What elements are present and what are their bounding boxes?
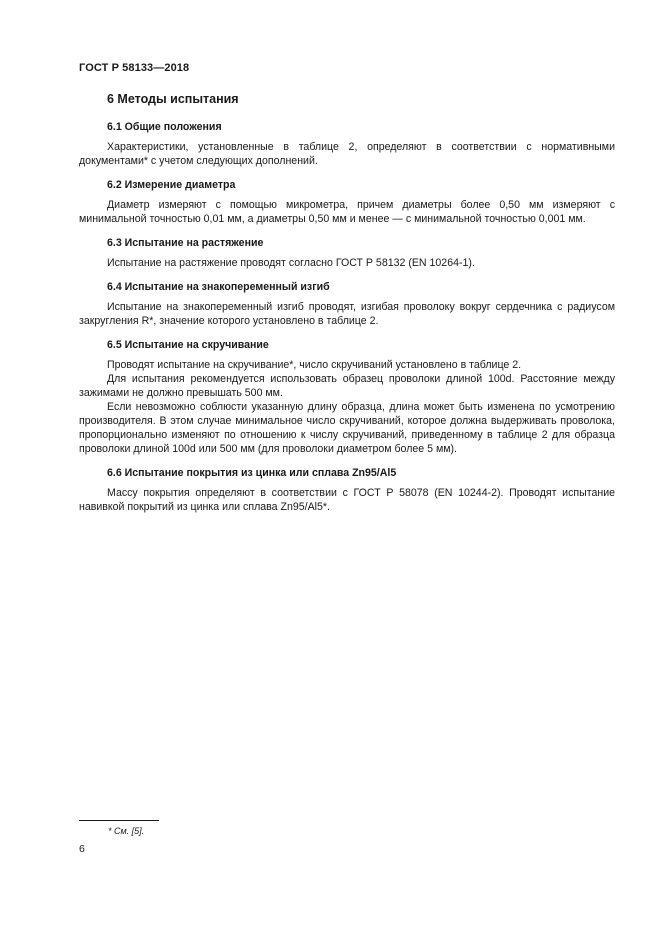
subsection-6-6 xyxy=(79,466,615,514)
subsection-6-2 xyxy=(79,178,615,226)
paragraph: Массу покрытия определяют в соответствии с ГОСТ Р 58078 (EN 10244-2). Проводят испытание навивкой покрытий из цинка или сплава Zn95/Al5*. xyxy=(79,487,615,513)
subsection-6-4 xyxy=(79,280,615,328)
subsection-heading: 6.1 Общие положения xyxy=(107,121,222,133)
footnote: * См. [5]. xyxy=(108,826,145,836)
document-body xyxy=(79,90,615,514)
subsection-heading: 6.4 Испытание на знакопеременный изгиб xyxy=(107,281,330,293)
paragraph: Испытание на знакопеременный изгиб проводят, изгибая проволоку вокруг сердечника с радиусом закругления R*, значение которого установлено в таблице 2. xyxy=(79,301,615,327)
subsection-heading: 6.2 Измерение диаметра xyxy=(107,179,236,191)
subsection-heading: 6.3 Испытание на растяжение xyxy=(107,237,264,249)
paragraph: Проводят испытание на скручивание*, число скручиваний установлено в таблице 2. xyxy=(107,359,522,371)
paragraph: Испытание на растяжение проводят согласно ГОСТ Р 58132 (EN 10264-1). xyxy=(107,257,475,269)
section-heading: 6 Методы испытания xyxy=(107,92,239,106)
paragraph: Для испытания рекомендуется использовать образец проволоки длиной 100d. Расстояние между зажимами не должно превышать 500 мм. xyxy=(79,373,615,399)
subsection-6-1 xyxy=(79,120,615,168)
subsection-heading: 6.5 Испытание на скручивание xyxy=(107,339,269,351)
subsection-6-3 xyxy=(79,236,615,270)
footnote-divider xyxy=(79,820,159,821)
paragraph: Если невозможно соблюсти указанную длину образца, длина может быть изменена по усмотрению производителя. В этом случае минимальное число скручиваний, которое должна выдерживать проволока, пропорционально изменяют по отношению к числу скручиваний, приведенному в таблице 2 для образца проволоки длиной 100d или 500 мм (для проволоки диаметром более 5 мм). xyxy=(79,401,615,455)
document-header: ГОСТ Р 58133—2018 xyxy=(79,62,190,74)
subsection-heading: 6.6 Испытание покрытия из цинка или сплава Zn95/Al5 xyxy=(107,467,397,479)
paragraph: Диаметр измеряют с помощью микрометра, причем диаметры более 0,50 мм измеряют с минимальной точностью 0,01 мм, а диаметры 0,50 мм и менее — с минимальной точностью 0,001 мм. xyxy=(79,199,615,225)
paragraph: Характеристики, установленные в таблице 2, определяют в соответствии с нормативными документами* с учетом следующих дополнений. xyxy=(79,141,615,167)
subsection-6-5 xyxy=(79,338,615,456)
page-number: 6 xyxy=(79,843,85,855)
